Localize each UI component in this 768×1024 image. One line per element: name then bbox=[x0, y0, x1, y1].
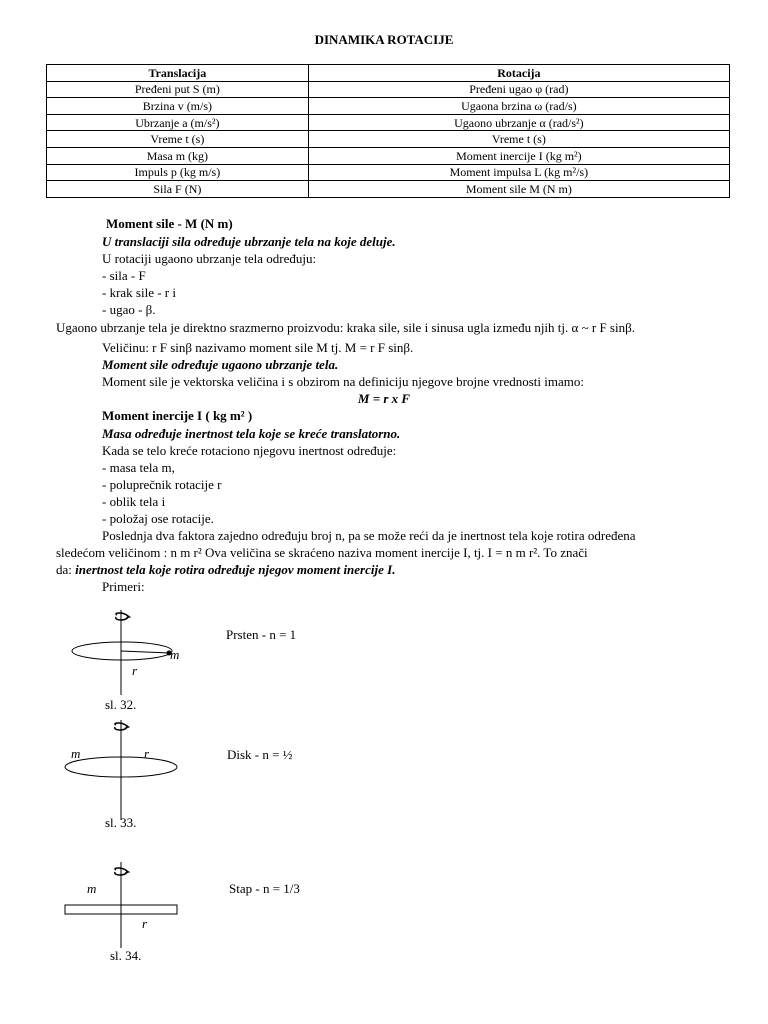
header-rotacija: Rotacija bbox=[308, 65, 729, 82]
paragraph-prefix: da: bbox=[56, 562, 76, 577]
ring-radius-label: r bbox=[132, 663, 138, 678]
table-cell: Sila F (N) bbox=[47, 181, 309, 198]
list-item: - masa tela m, bbox=[102, 460, 175, 475]
paragraph-line: Poslednja dva faktora zajedno određuju broj n, pa se može reći da je inertnost tela koje rotira određena bbox=[102, 528, 636, 543]
header-translacija: Translacija bbox=[47, 65, 309, 82]
list-item: - krak sile - r i bbox=[102, 285, 177, 300]
examples-label: Primeri: bbox=[102, 579, 145, 594]
table-cell: Pređeni ugao φ (rad) bbox=[308, 81, 729, 98]
paragraph-bold: inertnost tela koje rotira određuje njegov moment inercije I. bbox=[75, 562, 396, 577]
table-cell: Pređeni put S (m) bbox=[47, 81, 309, 98]
table-cell: Vreme t (s) bbox=[308, 131, 729, 148]
table-cell: Vreme t (s) bbox=[47, 131, 309, 148]
moment-inercije-bold-line: Masa određuje inertnost tela koje se kreće translatorno. bbox=[102, 426, 401, 441]
disk-radius-label: r bbox=[144, 746, 150, 761]
table-cell: Ugaono ubrzanje α (rad/s²) bbox=[308, 114, 729, 131]
rod-figure bbox=[65, 862, 177, 948]
definition-line: Veličinu: r F sinβ nazivamo moment sile M tj. M = r F sinβ. bbox=[102, 340, 414, 355]
table-cell: Moment sile M (N m) bbox=[308, 181, 729, 198]
ring-label: Prsten - n = 1 bbox=[226, 627, 297, 642]
figure-caption: sl. 32. bbox=[105, 697, 137, 712]
table-cell: Ubrzanje a (m/s²) bbox=[47, 114, 309, 131]
figure-caption: sl. 33. bbox=[105, 815, 137, 830]
table-cell: Ugaona brzina ω (rad/s) bbox=[308, 98, 729, 115]
table-cell: Moment impulsa L (kg m²/s) bbox=[308, 164, 729, 181]
vector-line: Moment sile je vektorska veličina i s obzirom na definiciju njegove brojne vrednosti imamo: bbox=[102, 374, 584, 389]
disk-mass-label: m bbox=[71, 746, 81, 761]
table-cell: Impuls p (kg m/s) bbox=[47, 164, 309, 181]
list-item: - poluprečnik rotacije r bbox=[102, 477, 222, 492]
table-cell: Masa m (kg) bbox=[47, 147, 309, 164]
moment-sile-bold-line-2: Moment sile određuje ugaono ubrzanje tela. bbox=[102, 357, 339, 372]
ring-figure bbox=[72, 610, 172, 695]
table-cell: Brzina v (m/s) bbox=[47, 98, 309, 115]
disk-figure bbox=[65, 720, 177, 820]
vector-formula: M = r x F bbox=[357, 391, 411, 406]
figure-caption: sl. 34. bbox=[110, 948, 142, 963]
rod-label: Stap - n = 1/3 bbox=[229, 881, 300, 896]
ring-mass-label: m bbox=[170, 647, 180, 662]
table-cell: Moment inercije I (kg m²) bbox=[308, 147, 729, 164]
rod-radius-label: r bbox=[142, 916, 148, 931]
list-item: - položaj ose rotacije. bbox=[102, 511, 214, 526]
list-item: - ugao - β. bbox=[102, 302, 156, 317]
disk-label: Disk - n = ½ bbox=[227, 747, 293, 762]
moment-sile-intro: U rotaciji ugaono ubrzanje tela određuju: bbox=[102, 251, 317, 266]
moment-inercije-intro: Kada se telo kreće rotaciono njegovu inertnost određuje: bbox=[102, 443, 397, 458]
list-item: - sila - F bbox=[102, 268, 146, 283]
list-item: - oblik tela i bbox=[102, 494, 166, 509]
proportional-line: Ugaono ubrzanje tela je direktno srazmerno proizvodu: kraka sile, sile i sinusa ugla između njih tj. α ~ r F sinβ. bbox=[56, 320, 635, 335]
moment-sile-bold-line: U translaciji sila određuje ubrzanje tela na koje deluje. bbox=[102, 234, 396, 249]
rod-mass-label: m bbox=[87, 881, 97, 896]
paragraph-line: sledećom veličinom : n m r² Ova veličina se skraćeno naziva moment inercije I, tj. I = n m r². To znači bbox=[56, 545, 588, 560]
moment-sile-heading: Moment sile - M (N m) bbox=[106, 216, 233, 231]
page-title: DINAMIKA ROTACIJE bbox=[314, 32, 454, 47]
moment-inercije-heading: Moment inercije I ( kg m² ) bbox=[102, 408, 253, 423]
